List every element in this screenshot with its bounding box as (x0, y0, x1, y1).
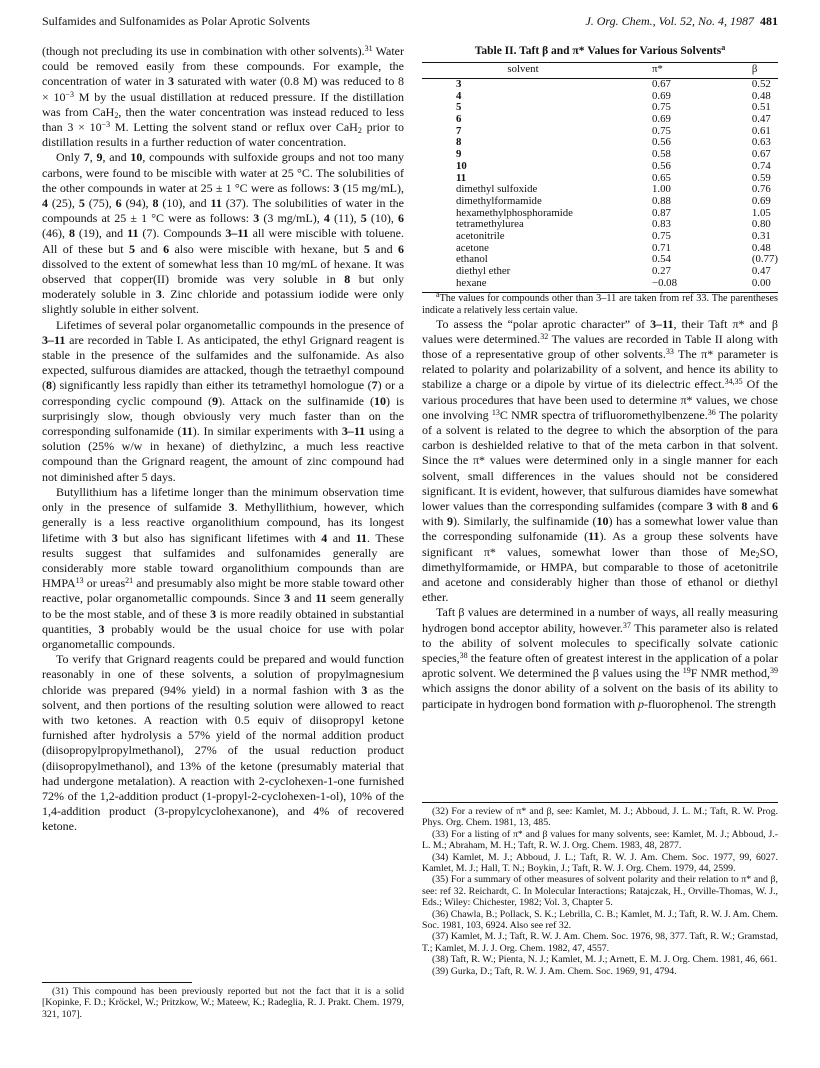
beta-cell: 1.05 (751, 206, 771, 219)
left-column (42, 44, 404, 835)
compound-number: 3–11 (341, 424, 366, 439)
beta-cell: 0.47 (751, 113, 771, 126)
compound-number: 6 (772, 499, 778, 513)
column-header-pi: π* (624, 63, 730, 79)
pi-star-cell: −0.08 (624, 278, 730, 292)
column-header-beta: β (730, 63, 778, 79)
beta-cell: 0.48 (751, 241, 771, 254)
compound-number: 11 (127, 226, 139, 241)
compound-number: 4 (42, 196, 48, 211)
superscript: 32 (540, 331, 549, 341)
superscript: 19 (682, 666, 691, 676)
compound-number: 3–11 (42, 332, 66, 347)
table-row (422, 278, 778, 292)
footnote-38: (38) Taft, R. W.; Pienta, N. J.; Kamlet, M. J.; Arnett, E. M. J. Org. Chem. 1981, 46, 661. (432, 954, 778, 966)
text-run: are recorded in Table I. As anticipated, the ethyl Grignard reagent is stable in the presence of the sulfamides and the sulfonamide. As also expected, sulfurous diamides are attacked, though the tetraethyl compound ( (42, 332, 404, 393)
solvent-cell: dimethyl sulfoxide (456, 183, 538, 196)
text-run: . Methyllithium, however, which generally is a less reactive organolithium compound, has its longest lifetime with (42, 500, 404, 545)
text-run: Water could be removed easily from these compounds. For example, the concentration of water in (42, 44, 404, 89)
pi-star-cell: 0.71 (651, 241, 671, 254)
table-row (422, 126, 778, 138)
footnote-31: (31) This compound has been previously reported but not the fact that it is a solid [Kopinke, F. D.; Kröckel, W.; Pritzkow, W.; Mateew, K.; Radeglia, R. J. Prakt. Chem. 1979, 321, 107]. (42, 986, 404, 1020)
text-run: (25), (48, 196, 79, 211)
solvent-cell: hexane (422, 278, 624, 292)
text-run: Of the various procedures that have been used to determine π* values, we chose one involving (422, 377, 778, 422)
text-run: (10), (366, 211, 398, 226)
text-run: saturated with water (0.8 M) was reduced to 8 × 10 (42, 74, 404, 104)
compound-number: 8 (152, 196, 159, 211)
compound-number: 10 (596, 514, 609, 529)
table-row (422, 91, 778, 103)
compound-number: 11 (181, 424, 193, 439)
footnote-rule (42, 982, 192, 983)
text-run: (7). Compounds (138, 226, 226, 241)
beta-cell: 0.48 (751, 89, 771, 102)
paragraph (42, 485, 404, 652)
text-run: or ureas (83, 576, 126, 591)
solvent-cell: 5 (456, 101, 462, 114)
subscript: 2 (114, 110, 119, 120)
beta-cell: 0.47 (751, 265, 771, 278)
table-row (422, 161, 778, 173)
pi-star-cell: 0.65 (651, 171, 671, 184)
pi-star-cell: 0.54 (651, 253, 671, 266)
table-row (422, 102, 778, 114)
superscript: 37 (622, 620, 631, 630)
beta-cell: (0.77) (751, 253, 778, 266)
text-run: also were miscible with hexane, but (169, 241, 364, 256)
text-run: (10), and (158, 196, 211, 211)
text-run: ) or a corresponding cyclic compound ( (42, 378, 404, 408)
footnote-39: (39) Gurka, D.; Taft, R. W. J. Am. Chem. Soc. 1969, 91, 4794. (432, 965, 677, 977)
text-run: , then the water concentration was instead reduced to less than 3 × 10 (42, 104, 405, 135)
compound-number: 7 (83, 150, 90, 165)
pi-star-cell: 0.58 (651, 148, 671, 161)
beta-cell: 0.31 (751, 230, 771, 243)
beta-cell: 0.52 (751, 77, 771, 90)
pi-star-cell: 0.27 (651, 265, 671, 278)
text-run: , and (102, 150, 131, 165)
text-run: (11), (329, 211, 361, 226)
text-run: ) is surprisingly slow, though obviously very much faster than on the corresponding sulfonamide ( (42, 393, 404, 439)
compound-number: 6 (115, 196, 122, 211)
compound-number: 3 (706, 499, 713, 513)
text-run: ). Similarly, the sulfinamide ( (452, 514, 597, 529)
beta-cell: 0.00 (730, 278, 778, 292)
compound-number: 8 (68, 226, 75, 241)
pi-star-cell: 0.83 (651, 218, 671, 231)
pi-star-cell: 1.00 (651, 183, 671, 196)
text-run: and (747, 499, 772, 513)
table-note-marker: a (721, 43, 726, 52)
text-run: with (712, 499, 742, 513)
text-run: This parameter also is related to the ability of solvent molecules to specifically solvate cationic species, (422, 620, 779, 666)
compound-number: 3 (333, 180, 340, 195)
subscript: 2 (357, 126, 362, 136)
table-row (422, 196, 778, 208)
text-run: (75), (84, 196, 116, 211)
table-caption: Taft β and π* Values for Various Solvents (519, 45, 722, 57)
compound-number: 9 (96, 150, 103, 165)
text-run: probably would be the usual choice for use with polar organometallic compounds. (42, 621, 404, 651)
text-run: -fluorophenol. The strength (643, 696, 777, 711)
text-run: dissolved to the extent of somewhat less than 10 mg/mL of hexane. It was observed that copper(II) bromide was very soluble in (42, 256, 404, 287)
footnote-32: (32) For a review of π* and β, see: Kamlet, M. J.; Abboud, J. L. M.; Taft, R. W. Prog. Phys. Org. Chem. 1981, 13, 485. (422, 806, 778, 829)
compound-number: 6 (398, 211, 404, 226)
superscript: 21 (125, 576, 134, 586)
compound-number: 3 (167, 74, 174, 89)
compound-number: 3 (111, 530, 118, 545)
compound-number: 8 (46, 378, 52, 393)
text-run: with (422, 514, 447, 529)
table-note-marker: a (436, 289, 440, 299)
text-run: . These results suggest that sulfamides and sulfonamides generally are considerably more stable toward organolithium compounds than are HMPA (42, 530, 405, 591)
footnote-33: (33) For a listing of π* and β values for many solvents, see: Kamlet, M. J.; Abboud, J.-L. M.; Abraham, M. H.; Taft, R. W. J. Org. Chem. 1983, 48, 2877. (422, 828, 778, 852)
text-run: Lifetimes of several polar organometallic compounds in the presence of (56, 317, 404, 332)
solvent-cell: 8 (456, 136, 462, 149)
text-run: the feature often of greatest interest in the application of a polar aprotic solvent. We determined the β values using the (422, 651, 778, 681)
text-run: SO, dimethylformamide, or HMPA, but comparable to those of acetonitrile and acetone and considerably higher than those of ethanol or diethyl ether. (422, 544, 778, 605)
beta-cell: 0.74 (751, 159, 771, 172)
text-run: and (327, 530, 356, 545)
text-run: (15 mg/mL), (339, 180, 405, 195)
superscript: 36 (707, 407, 716, 417)
paragraph (42, 44, 404, 150)
beta-cell: 0.51 (751, 101, 771, 114)
compound-number: 5 (78, 196, 85, 211)
compound-number: 3 (361, 682, 368, 697)
pi-star-cell: 0.56 (651, 136, 671, 149)
compound-number: 5 (128, 241, 135, 256)
table-label: Table II. (474, 45, 517, 57)
compound-number: 3–11 (650, 316, 674, 331)
compound-number: 5 (363, 241, 370, 256)
paragraph (42, 318, 404, 485)
compound-number: 8 (344, 272, 351, 287)
text-run: C NMR spectra of trifluoromethylbenzene. (499, 407, 708, 422)
table-row (422, 78, 778, 90)
compound-number: 4 (323, 211, 330, 226)
superscript: 33 (665, 346, 674, 356)
text-run: Only (56, 150, 84, 165)
solvent-cell: tetramethylurea (456, 218, 524, 231)
solvent-cell: hexamethylphosphoramide (456, 206, 573, 219)
pi-star-cell: 0.88 (651, 194, 671, 207)
compound-number: 6 (398, 241, 404, 256)
exponent: −3 (101, 120, 111, 130)
compound-number: 3 (210, 606, 217, 621)
superscript: 34,35 (724, 377, 743, 387)
compound-number: 10 (130, 150, 143, 165)
table-2-footnote (422, 289, 778, 317)
text-run: all were miscible with toluene. All of these but (42, 226, 405, 256)
beta-cell: 0.67 (751, 148, 771, 161)
compound-number: 10 (373, 393, 386, 408)
solvent-cell: dimethylformamide (456, 194, 542, 207)
text-run: using a solution (25% w/w in hexane) of diethylzinc, a much less reactive compound than the Grignard reagent, the amount of zinc compound had not diminished after 5 days. (42, 424, 404, 484)
solvent-cell: 4 (456, 89, 462, 102)
compound-number: 3 (155, 287, 162, 302)
pi-star-cell: 0.87 (651, 206, 671, 219)
footnote-31-block (42, 976, 404, 1020)
text-run: ). In similar experiments with (192, 424, 342, 439)
text-run: but also has significant lifetimes with (117, 530, 322, 545)
table-body (422, 78, 778, 292)
footnote-35: (35) For a summary of other measures of solvent polarity and their relation to π* and β, see: ref 32. Reichardt, C. In Molecular Interactions; Ratajczak, H., Orville-Thomas, W. J., Eds.; Wiley: Chichester, 1982; Vol. 3, Chapter 5. (422, 874, 778, 909)
pi-star-cell: 0.75 (651, 230, 671, 243)
text-run: , (89, 150, 97, 165)
superscript: 13 (75, 576, 84, 586)
compound-number: 11 (210, 196, 222, 211)
column-header-solvent: solvent (422, 63, 624, 79)
solvent-cell: 10 (456, 159, 467, 172)
text-run: and (290, 591, 316, 606)
solvent-cell: 7 (456, 124, 462, 137)
footnote-rule (422, 802, 778, 803)
text-run: M by the usual distillation at reduced pressure. If the distillation was from CaH (42, 89, 404, 119)
text-run: (46), (42, 226, 69, 241)
compound-number: 11 (315, 591, 327, 606)
running-title: Sulfamides and Sulfonamides as Polar Aprotic Solvents (42, 14, 310, 28)
text-run: as the solvent, and then portions of the resulting solution were allowed to react with two ketones. A reaction with 0.5 equiv of diisopropyl ketone furnished after hydrolysis a 57% yield of the normal addition product (diisopropylpropylmethanol), 27% of the usual reduction product (diisopropylmethanol), and 13% of the ketone (presumably material that had undergone metalation). A reaction with 2-cyclohexen-1-one furnished 72% of the 1,2-addition product (1-propyl-2-cyclohexen-1-ol), 10% of the 1,4-addition product (3-propylcyclohexanone), and 4% of recovered ketone. (42, 682, 404, 834)
pi-star-cell: 0.67 (651, 77, 671, 90)
compound-number: 3 (98, 621, 105, 636)
pi-star-cell: 0.69 (651, 89, 671, 102)
compound-number: 8 (741, 499, 748, 513)
compound-number: 9 (212, 393, 219, 408)
journal-citation-text: J. Org. Chem., Vol. 52, No. 4, 1987 (585, 14, 754, 28)
paragraph (42, 652, 404, 834)
pi-star-cell: 0.69 (651, 113, 671, 126)
text-run: ) has a somewhat lower value than the corresponding sulfonamide ( (422, 514, 778, 544)
superscript: 13 (491, 407, 500, 417)
superscript: 39 (770, 666, 778, 676)
table-2 (422, 62, 778, 292)
text-run: F NMR method, (690, 666, 770, 681)
beta-cell: 0.61 (751, 124, 771, 137)
text-run: which assigns the donor ability of a solvent on the basis of its ability to participate in hydrogen bond formation with (422, 681, 778, 711)
table-2-title (422, 44, 778, 59)
solvent-cell: 3 (456, 77, 462, 90)
text-run: ). Attack on the sulfinamide ( (218, 393, 374, 408)
text-run: (37). The solubilities of water in the compounds at 25 ± 1 °C were as follows: (42, 196, 405, 226)
solvent-cell: 11 (456, 171, 467, 184)
text-run: and (369, 241, 398, 256)
solvent-cell: ethanol (456, 253, 488, 266)
text-run: ) significantly less rapidly than either its tetramethyl homologue ( (52, 378, 372, 393)
beta-cell: 0.80 (751, 218, 771, 231)
text-run: Taft β values are determined in a number of ways, all really measuring hydrogen bond acceptor ability, however. (422, 605, 778, 635)
text-run: and (134, 241, 164, 256)
compound-number: 3–11 (225, 226, 249, 241)
footnote-37: (37) Kamlet, M. J.; Taft, R. W. J. Am. Chem. Soc. 1976, 98, 377. Taft, R. W.; Gramstad, T.; Kamlet, M. J. J. Org. Chem. 1982, 47, 4557. (422, 931, 778, 954)
compound-number: 5 (360, 211, 367, 226)
table-note-text: The values for compounds other than 3–11 are taken from ref 33. The parentheses indicate a relatively less certain value. (422, 292, 778, 316)
pi-star-cell: 0.75 (651, 124, 671, 137)
text-run: Butyllithium has a lifetime longer than the minimum observation time only in the presence of sulfamide (42, 484, 404, 515)
text-run: but only moderately soluble in (42, 272, 404, 302)
solvent-cell: acetone (456, 241, 489, 254)
text-run: (though not precluding its use in combination with other solvents). (42, 44, 365, 58)
table-row (422, 114, 778, 126)
compound-number: 3 (228, 500, 235, 515)
text-run: The π* parameter is related to polarity and polarizability of a solvent, and hence its ability to stabilize a charge or a dipole by virtue of its dielectric effect. (422, 346, 778, 392)
superscript: 38 (459, 651, 468, 661)
solvent-cell: acetonitrile (456, 230, 505, 243)
beta-cell: 0.59 (751, 171, 771, 184)
compound-number: 9 (446, 514, 453, 529)
footnote-34: (34) Kamlet, M. J.; Abboud, J. L.; Taft, R. W. J. Am. Chem. Soc. 1977, 99, 6027. Kamlet, M. J.; Hall, T. N.; Boykin, J.; Taft, R. W. J. Org. Chem. 1979, 44, 2599. (422, 851, 778, 875)
italic-text: p (637, 696, 644, 711)
footnotes-32-39 (422, 796, 778, 977)
paragraph (422, 317, 778, 606)
compound-number: 7 (371, 378, 378, 393)
table-row (422, 137, 778, 149)
compound-number: 3 (253, 211, 260, 226)
text-run: (94), (121, 196, 153, 211)
text-run: and presumably also might be more stable toward other reactive, polar organometallic compounds. Since (42, 576, 404, 606)
compound-number: 11 (355, 530, 368, 545)
text-run: To verify that Grignard reagents could be prepared and would function reasonably in one of these solvents, a solution of propylmagnesium chloride was prepared (94% yield) in a normal fashion with (42, 652, 404, 697)
compound-number: 4 (321, 530, 328, 545)
solvent-cell: 6 (456, 113, 462, 126)
text-run: , their Taft π* and β values were determined. (422, 316, 778, 346)
subscript: 2 (755, 550, 760, 560)
page-number: 481 (760, 14, 778, 28)
paragraph (42, 150, 404, 317)
beta-cell: 0.63 (751, 136, 771, 149)
text-run: . Zinc chloride and potassium iodide were only slightly soluble in either solvent. (42, 287, 404, 317)
text-run: , compounds with sulfoxide groups and not too many carbons, were found to be miscible with water at 25 °C. The solubilities of the other compounds in water at 25 ± 1 °C were as follows: (42, 150, 405, 195)
text-run: M. Letting the solvent stand or reflux over CaH (110, 120, 358, 135)
text-run: (19), and (74, 226, 128, 241)
solvent-cell: 9 (456, 148, 462, 161)
paragraph (422, 605, 778, 711)
right-column (422, 44, 778, 712)
running-header (42, 14, 778, 32)
text-run: The values are recorded in Table II along with those of a representative group of other solvents. (422, 331, 779, 361)
text-run: prior to distillation results in a further reduction of water concentration. (42, 120, 404, 150)
text-run: To assess the “polar aprotic character” of (436, 316, 651, 331)
ref-31: 31 (364, 44, 373, 53)
journal-citation (585, 14, 778, 29)
text-run: (3 mg/mL), (259, 211, 324, 226)
compound-number: 6 (163, 241, 170, 256)
solvent-cell: diethyl ether (456, 265, 511, 278)
text-run: seem generally to be the most stable, and of these (42, 591, 404, 621)
pi-star-cell: 0.56 (651, 159, 671, 172)
text-run: The polarity of a solvent is related to the degree to which the absorption of the para carbon is deshielded relative to that of the meta carbon in that solvent. Since the π* values were determined only in a single manner for each solvent, small differences in the values should not be considered significant. It is evident, however, that sulfurous diamides have somewhat lower values than the corresponding sulfamides (compare (422, 407, 779, 513)
exponent: −3 (65, 89, 75, 99)
compound-number: 11 (588, 529, 600, 544)
table-row (422, 149, 778, 161)
pi-star-cell: 0.75 (651, 101, 671, 114)
beta-cell: 0.69 (751, 194, 771, 207)
table-header-row (422, 63, 778, 79)
footnote-36: (36) Chawla, B.; Pollack, S. K.; Lebrilla, C. B.; Kamlet, M. J.; Taft, R. W. J. Am. Chem. Soc. 1981, 103, 6924. Also see ref 32. (422, 908, 778, 932)
beta-cell: 0.76 (751, 183, 771, 196)
text-run: is more readily obtained in substantial quantities, (42, 606, 404, 636)
compound-number: 3 (284, 591, 291, 606)
text-run: ). As a group these solvents have significant π* values, somewhat lower than those of Me (422, 529, 778, 559)
table-row (422, 231, 778, 243)
